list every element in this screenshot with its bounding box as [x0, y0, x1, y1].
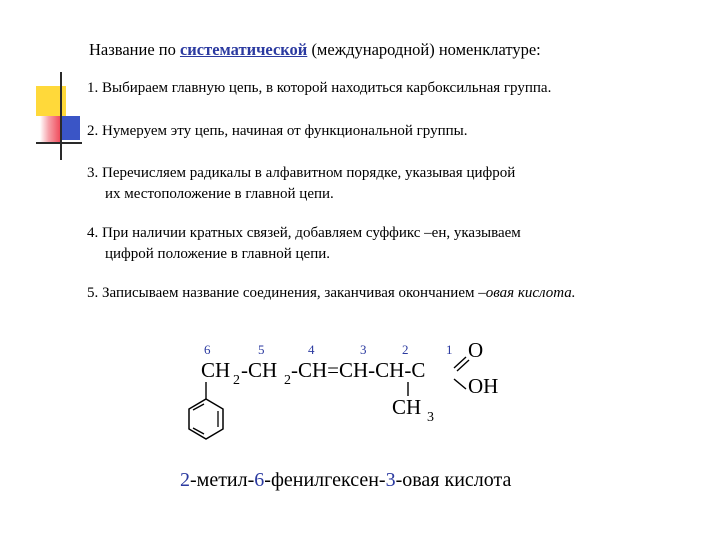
locant-1: 1 [446, 342, 453, 357]
step-item [87, 163, 515, 205]
locant-4: 4 [308, 342, 315, 357]
subscript-2: 2 [233, 373, 240, 388]
atom-ch2-c5: -CH [241, 358, 278, 382]
step-item [87, 223, 521, 265]
atom-methyl: CH [392, 395, 422, 419]
name-part: -овая кислота [395, 469, 512, 491]
step-text: 4. При наличии кратных связей, добавляем суффикс –ен, указываем [87, 225, 521, 241]
atom-oxygen: O [468, 338, 484, 362]
name-part: -фенилгексен- [264, 469, 386, 491]
atom-chain-c4-c1: -CH=CH-CH-C [291, 358, 426, 382]
step-text: 1. Выбираем главную цепь, в которой находиться карбоксильная группа. [87, 80, 552, 96]
name-locant: 2 [180, 469, 190, 491]
atom-hydroxyl: OH [468, 374, 499, 398]
decor-vertical-line [60, 72, 62, 160]
decor-red-square [40, 116, 62, 142]
step-text: 3. Перечисляем радикалы в алфавитном порядке, указывая цифрой [87, 165, 516, 181]
slide-title [89, 40, 541, 60]
step-text-continuation: цифрой положение в главной цепи. [105, 246, 331, 262]
subscript-3: 3 [427, 410, 434, 425]
title-prefix: Название по [89, 40, 176, 59]
title-suffix: (международной) номенклатуре: [311, 40, 541, 59]
subscript-2: 2 [284, 373, 291, 388]
step-item [87, 121, 468, 142]
decor-horizontal-line [36, 142, 82, 144]
locant-6: 6 [204, 342, 211, 357]
atom-ch2-c6: CH [201, 358, 231, 382]
bond-c-o-double [454, 357, 466, 368]
compound-name [180, 469, 511, 492]
step-item [87, 283, 576, 304]
title-highlight: систематической [179, 40, 308, 59]
name-part: -метил- [190, 469, 255, 491]
locant-5: 5 [258, 342, 265, 357]
step-text-continuation: их местоположение в главной цепи. [105, 186, 334, 202]
step-text: 2. Нумеруем эту цепь, начиная от функциональной группы. [87, 123, 468, 139]
step-text: 5. Записываем название соединения, заканчивая окончанием [87, 285, 475, 301]
name-locant: 6 [254, 469, 265, 491]
structural-formula [170, 335, 530, 465]
formula-svg [170, 335, 530, 465]
step-ending: –овая кислота. [478, 285, 576, 301]
bond-c-oh [454, 379, 466, 389]
step-item [87, 78, 551, 99]
name-locant: 3 [385, 469, 396, 491]
locant-3: 3 [360, 342, 367, 357]
locant-2: 2 [402, 342, 409, 357]
decor-blue-square [60, 116, 80, 140]
